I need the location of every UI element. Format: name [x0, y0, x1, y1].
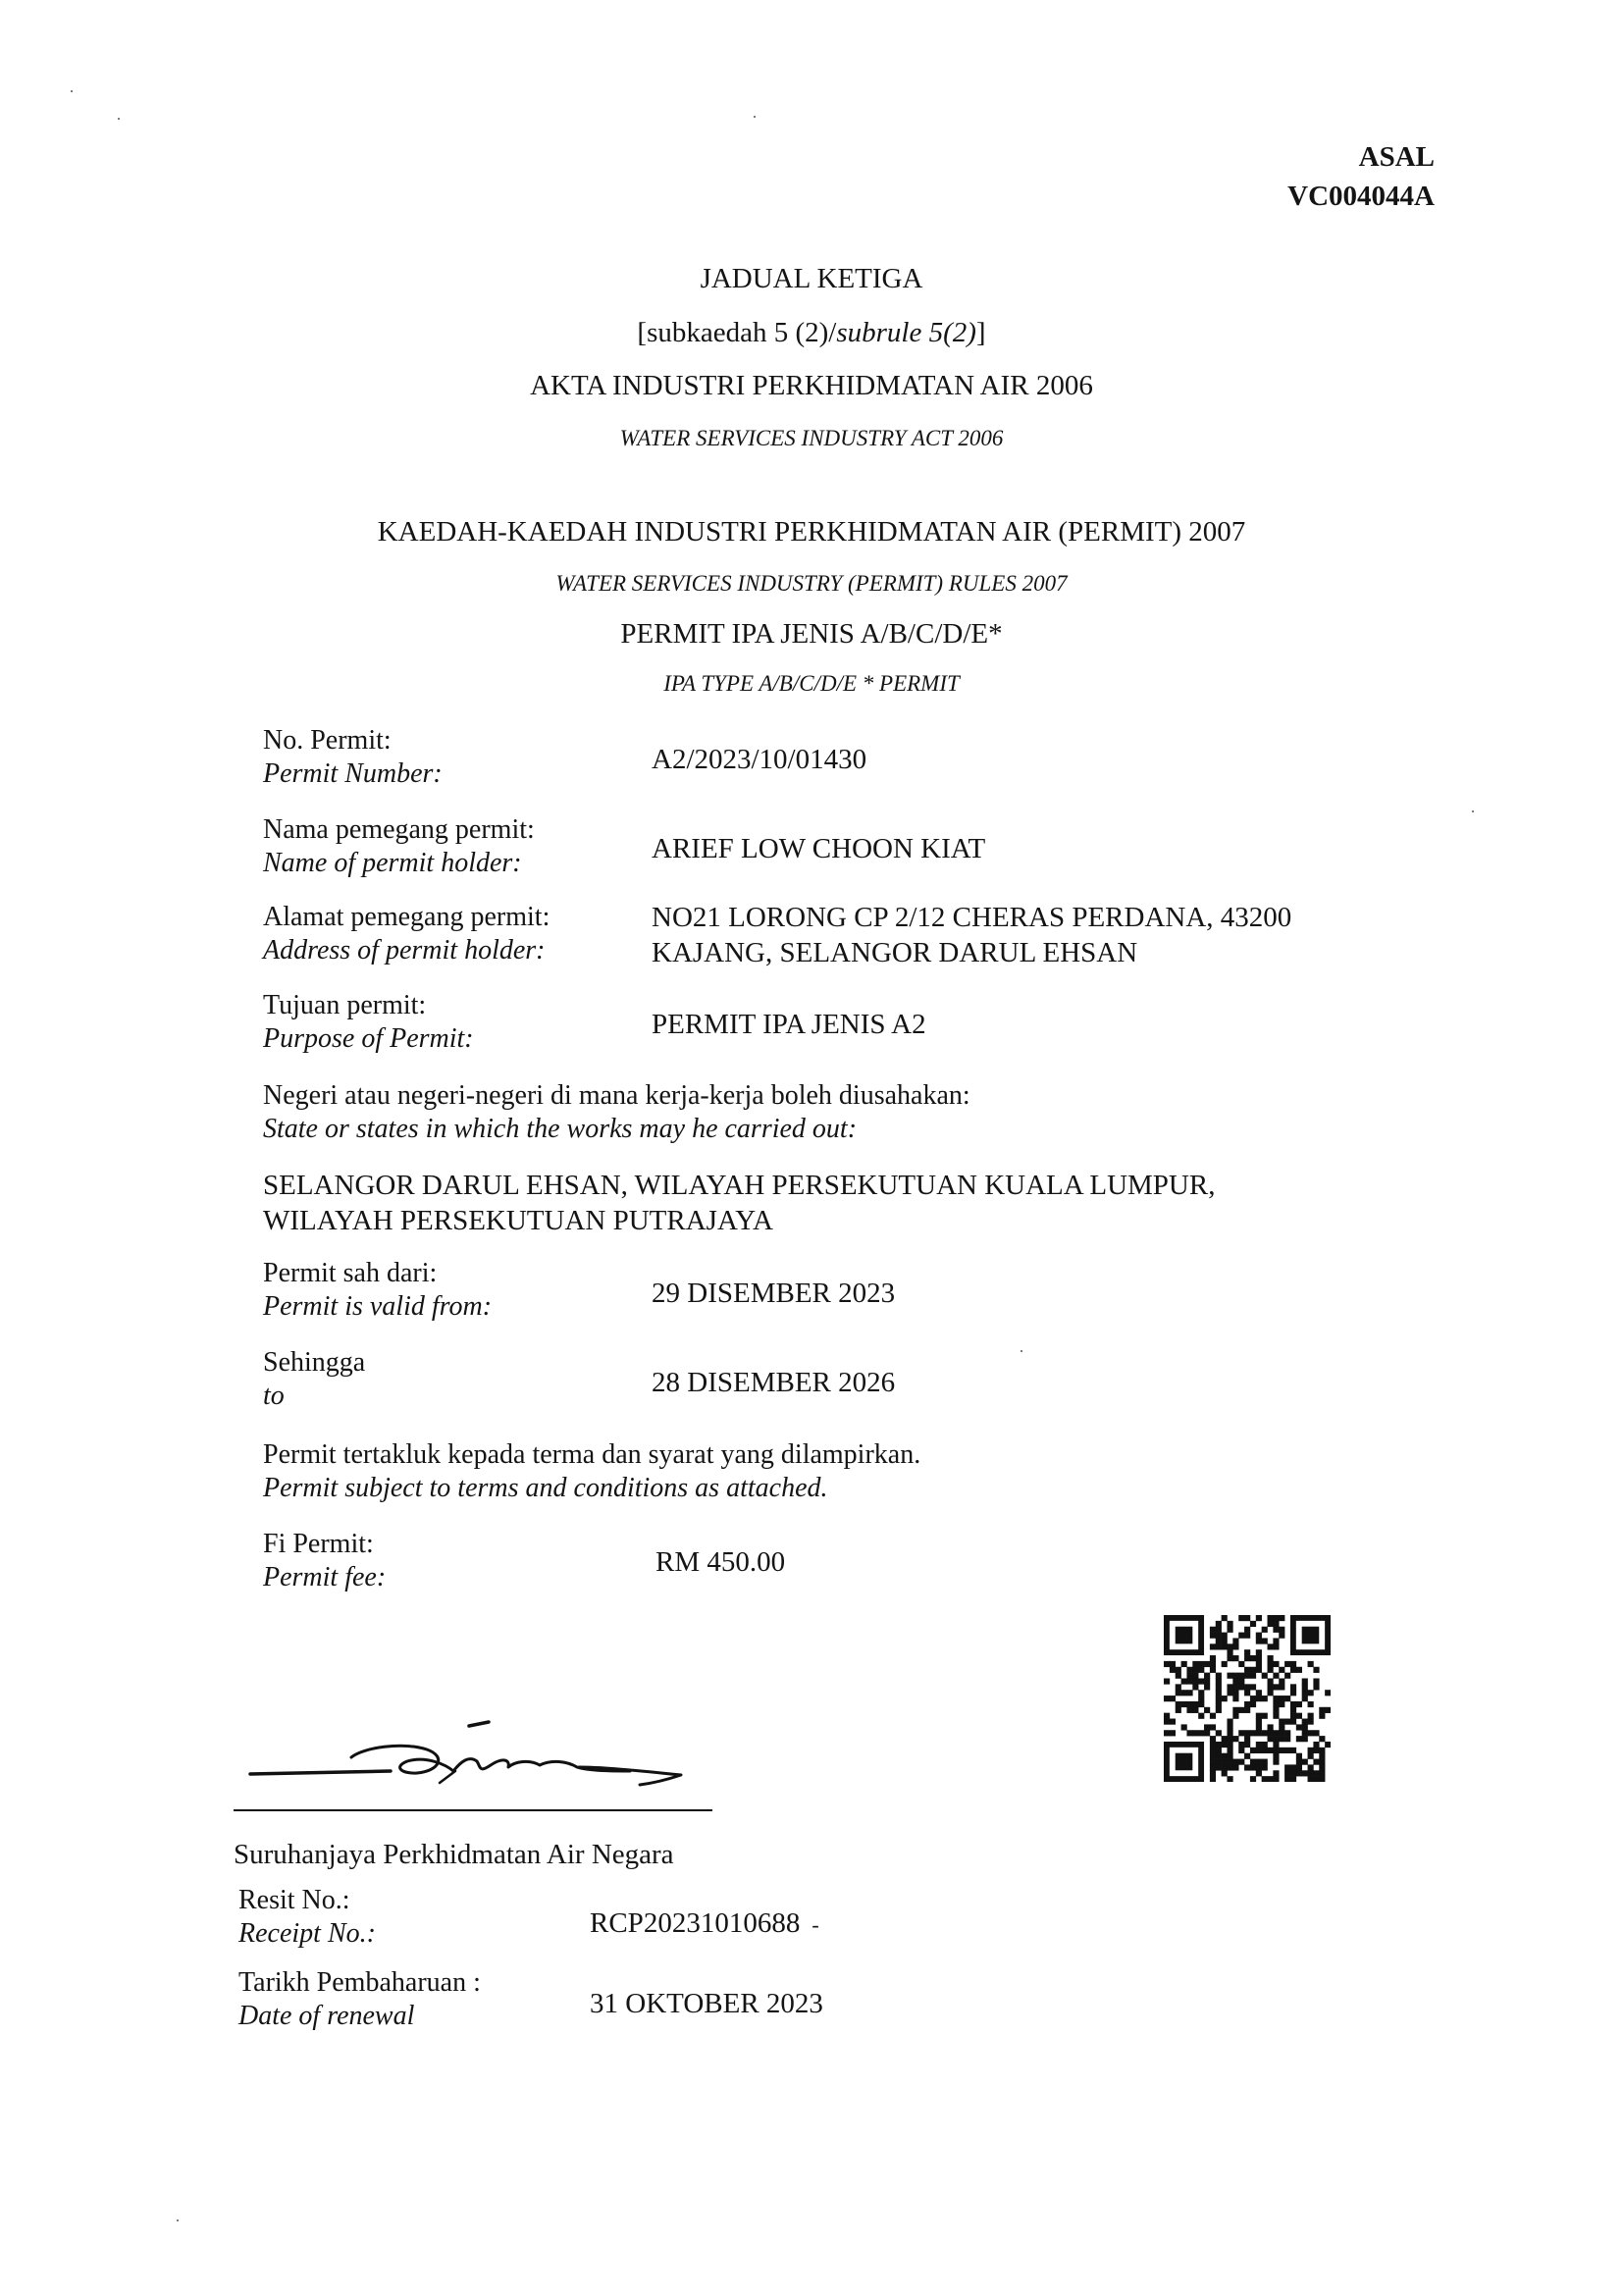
receipt-value: RCP20231010688 - — [590, 1907, 819, 1939]
permit-number-label: No. Permit: Permit Number: — [263, 725, 443, 789]
signature-mark — [245, 1702, 707, 1810]
permit-fee-label: Fi Permit: Permit fee: — [263, 1529, 387, 1592]
schedule-title: JADUAL KETIGA — [700, 263, 923, 294]
act-title-ms: AKTA INDUSTRI PERKHIDMATAN AIR 2006 — [530, 370, 1093, 401]
holder-name-label: Nama pemegang permit: Name of permit holder: — [263, 814, 535, 878]
states-value: SELANGOR DARUL EHSAN, WILAYAH PERSEKUTUAN KUALA LUMPUR, WILAYAH PERSEKUTUAN PUTRAJAYA — [263, 1170, 1216, 1236]
valid-to-label: Sehingga to — [263, 1347, 366, 1411]
scan-speck — [1021, 1350, 1022, 1352]
holder-address-value: NO21 LORONG CP 2/12 CHERAS PERDANA, 43200 KAJANG, SELANGOR DARUL EHSAN — [652, 902, 1292, 968]
terms-note: Permit tertakluk kepada terma dan syarat yang dilampirkan. Permit subject to terms and conditions as attached. — [263, 1439, 921, 1503]
permit-fee-value: RM 450.00 — [655, 1546, 786, 1578]
scan-speck — [754, 116, 756, 118]
valid-from-label: Permit sah dari: Permit is valid from: — [263, 1258, 493, 1322]
receipt-label: Resit No.: Receipt No.: — [238, 1885, 376, 1949]
rules-title-ms: KAEDAH-KAEDAH INDUSTRI PERKHIDMATAN AIR (PERMIT) 2007 — [377, 516, 1246, 548]
renewal-date-value: 31 OKTOBER 2023 — [590, 1988, 823, 2019]
signature-line — [234, 1809, 712, 1811]
qr-code — [1164, 1615, 1331, 1782]
document-reference — [1287, 137, 1435, 216]
act-title-en: WATER SERVICES INDUSTRY ACT 2006 — [619, 426, 1004, 450]
permit-number-value: A2/2023/10/01430 — [652, 744, 867, 775]
scan-speck — [71, 90, 73, 92]
scan-speck — [177, 2219, 179, 2221]
subrule-ms: [subkaedah 5 (2)/ — [637, 317, 837, 348]
valid-to-value: 28 DISEMBER 2026 — [652, 1367, 896, 1398]
rules-title-en: WATER SERVICES INDUSTRY (PERMIT) RULES 2007 — [555, 571, 1068, 596]
holder-address-label: Alamat pemegang permit: Address of permit holder: — [263, 902, 550, 965]
valid-from-value: 29 DISEMBER 2023 — [652, 1278, 896, 1309]
permit-type-en: IPA TYPE A/B/C/D/E * PERMIT — [663, 671, 960, 696]
subrule-close: ] — [975, 317, 986, 348]
receipt-trailing-mark: - — [812, 1912, 819, 1938]
scan-speck — [118, 118, 120, 120]
renewal-date-label: Tarikh Pembaharuan : Date of renewal — [238, 1967, 481, 2031]
states-label: Negeri atau negeri-negeri di mana kerja-kerja boleh diusahakan: State or states in which the works may he carried out: — [263, 1080, 970, 1144]
issuer-name: Suruhanjaya Perkhidmatan Air Negara — [234, 1839, 674, 1870]
subrule-reference — [0, 317, 1623, 349]
original-stamp-label: ASAL — [1358, 141, 1435, 173]
purpose-value: PERMIT IPA JENIS A2 — [652, 1009, 926, 1040]
permit-type-ms: PERMIT IPA JENIS A/B/C/D/E* — [620, 618, 1003, 650]
serial-number: VC004044A — [1287, 181, 1435, 212]
holder-name-value: ARIEF LOW CHOON KIAT — [652, 833, 986, 864]
scan-speck — [1472, 810, 1474, 812]
purpose-label: Tujuan permit: Purpose of Permit: — [263, 990, 474, 1054]
subrule-en: subrule 5(2) — [836, 317, 976, 348]
